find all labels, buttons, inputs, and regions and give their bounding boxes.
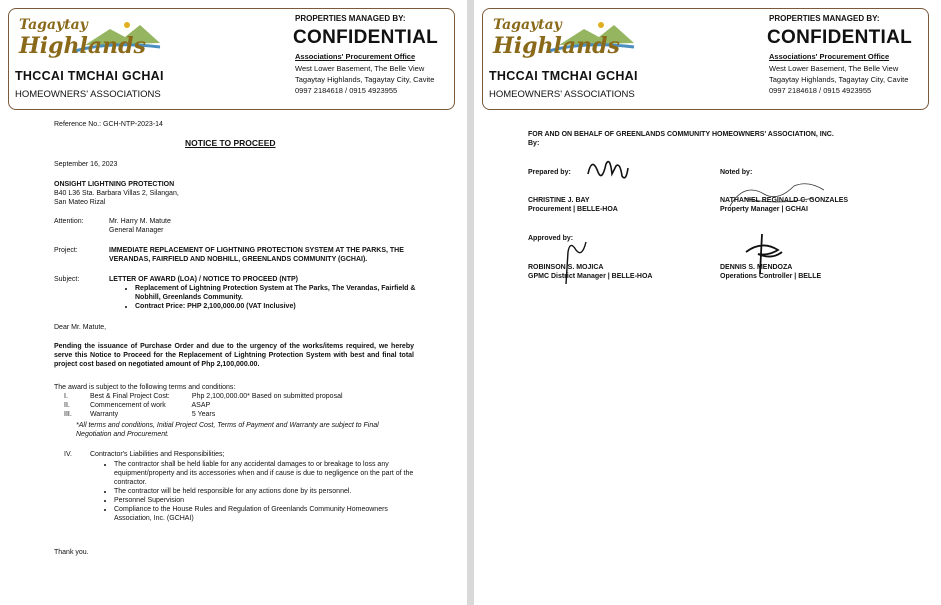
term-value: ASAP [191, 402, 211, 409]
list-item: • The contractor will be held responsible for any actions done by its personnel. [114, 487, 416, 496]
address-line: 0997 2184618 / 0915 4923955 [769, 86, 872, 95]
approved2-title: Operations Controller | BELLE [720, 273, 822, 280]
attention-title: General Manager [109, 227, 164, 234]
term-label: Commencement of work [89, 402, 166, 409]
managed-by-label: PROPERTIES MANAGED BY: [295, 14, 406, 23]
address-line: 0997 2184618 / 0915 4923955 [295, 86, 398, 95]
term-num: I. [64, 393, 68, 400]
approved-label: Approved by: [528, 235, 574, 242]
logo-text-top: Tagaytay [19, 17, 88, 33]
attention-name: Mr. Harry M. Matute [109, 218, 171, 225]
terms-note: *All terms and conditions, Initial Project Cost, Terms of Payment and Warranty are subject to Final Negotiation and Procurement. [76, 422, 379, 438]
confidential-stamp: CONFIDENTIAL [767, 27, 913, 48]
term-num: III. [64, 411, 72, 418]
list-item: • Personnel Supervision [114, 496, 416, 505]
approved1-name: ROBINSON S. MOJICA [528, 264, 604, 271]
tagaytay-highlands-logo [489, 15, 639, 65]
list-item: • Replacement of Lightning Protection System at The Parks, The Verandas, Fairfield & Nobhill, Greenlands Community. [135, 284, 419, 302]
term-row [64, 410, 424, 419]
list-item: • Contract Price: PHP 2,100,000.00 (VAT Inclusive) [135, 302, 419, 311]
liabilities-list [100, 460, 416, 523]
prepared-signature [582, 152, 632, 188]
page-1 [0, 0, 467, 605]
page-2 [474, 0, 941, 605]
recipient-address: San Mateo Rizal [54, 199, 106, 206]
approved1-title: GPMC District Manager | BELLE-HOA [528, 273, 653, 280]
attention-label: Attention: [54, 218, 84, 225]
noted-label: Noted by: [720, 169, 753, 176]
project-text: IMMEDIATE REPLACEMENT OF LIGHTNING PROTECTION SYSTEM AT THE PARKS, THE VERANDAS, FAIRFIELD AND NOBHILL, GREENLANDS COMMUNITY (GCHAI). [109, 247, 404, 263]
address-line: Tagaytay Highlands, Tagaytay City, Cavite [295, 75, 435, 84]
subject-bullets [109, 284, 419, 311]
term-label: Best & Final Project Cost: [89, 393, 170, 400]
association-name: HOMEOWNERS' ASSOCIATIONS [15, 89, 161, 100]
office-address [769, 63, 908, 96]
list-item: • The contractor shall be held liable for any accidental damages to or breakage to loss any equipment/property and its accessories when and if cause is due to negligence on the part of the contractor. [114, 460, 416, 487]
list-item: • Compliance to the House Rules and Regulation of Greenlands Community Homeowners Association, Inc. (GCHAI) [114, 505, 416, 523]
office-address [295, 63, 434, 96]
logo-text-main: Highlands [493, 33, 620, 59]
body-paragraph: Pending the issuance of Purchase Order and due to the urgency of the works/items required, we hereby serve this Notice to Proceed for the Replacement of Lightning Protection System with best and final total project cost based on negotiated amount of Php 2,100,000.00. [54, 343, 414, 368]
procurement-office: Associations' Procurement Office [769, 52, 890, 61]
noted-title: Property Manager | GCHAI [720, 206, 808, 213]
term-value: Php 2,100,000.00* Based on submitted proposal [191, 393, 343, 400]
terms-intro: The award is subject to the following terms and conditions: [54, 384, 236, 391]
association-codes: THCCAI TMCHAI GCHAI [15, 69, 164, 83]
letter-title: NOTICE TO PROCEED [185, 138, 276, 148]
salutation: Dear Mr. Matute, [54, 324, 107, 331]
recipient-block [54, 180, 179, 207]
liabilities-bullets [100, 460, 416, 523]
logo-text-top: Tagaytay [493, 17, 562, 33]
prepared-name: CHRISTINE J. BAY [528, 197, 590, 204]
letter-date: September 16, 2023 [54, 161, 118, 168]
approved-signature-1 [556, 232, 596, 290]
address-line: Tagaytay Highlands, Tagaytay City, Cavite [769, 75, 909, 84]
subject-text: LETTER OF AWARD (LOA) / NOTICE TO PROCEED (NTP) [109, 276, 298, 283]
term-label: Warranty [89, 411, 119, 418]
liabilities-num: IV. [64, 451, 72, 458]
association-name: HOMEOWNERS' ASSOCIATIONS [489, 89, 635, 100]
attention-block [109, 217, 171, 235]
recipient-address: B40 L36 Sta. Barbara Villas 2, Silangan, [54, 190, 179, 197]
prepared-title: Procurement | BELLE-HOA [528, 206, 618, 213]
project-label: Project: [54, 247, 78, 254]
procurement-office: Associations' Procurement Office [295, 52, 416, 61]
closing: Thank you. [54, 549, 89, 556]
subject-block [109, 275, 419, 311]
prepared-label: Prepared by: [528, 169, 571, 176]
address-line: West Lower Basement, The Belle View [295, 64, 425, 73]
reference-number: Reference No.: GCH-NTP-2023-14 [54, 121, 163, 128]
term-num: II. [64, 402, 70, 409]
letterhead [8, 8, 455, 110]
address-line: West Lower Basement, The Belle View [769, 64, 899, 73]
liabilities-label: Contractor's Liabilities and Responsibilities; [90, 451, 225, 458]
letterhead [482, 8, 929, 110]
association-codes: THCCAI TMCHAI GCHAI [489, 69, 638, 83]
subject-label: Subject: [54, 276, 80, 283]
logo-text-main: Highlands [19, 33, 146, 59]
behalf-line: FOR AND ON BEHALF OF GREENLANDS COMMUNITY HOMEOWNERS' ASSOCIATION, INC. [528, 131, 834, 138]
term-value: 5 Years [191, 411, 216, 418]
confidential-stamp: CONFIDENTIAL [293, 27, 439, 48]
terms-list [64, 392, 424, 419]
approved2-name: DENNIS S. MENDOZA [720, 264, 793, 271]
recipient-company: ONSIGHT LIGHTNING PROTECTION [54, 181, 175, 188]
tagaytay-highlands-logo [15, 15, 165, 65]
term-row [64, 392, 424, 401]
term-row [64, 401, 424, 410]
noted-name: NATHANIEL REGINALD C. GONZALES [720, 197, 849, 204]
by-label: By: [528, 140, 540, 147]
managed-by-label: PROPERTIES MANAGED BY: [769, 14, 880, 23]
